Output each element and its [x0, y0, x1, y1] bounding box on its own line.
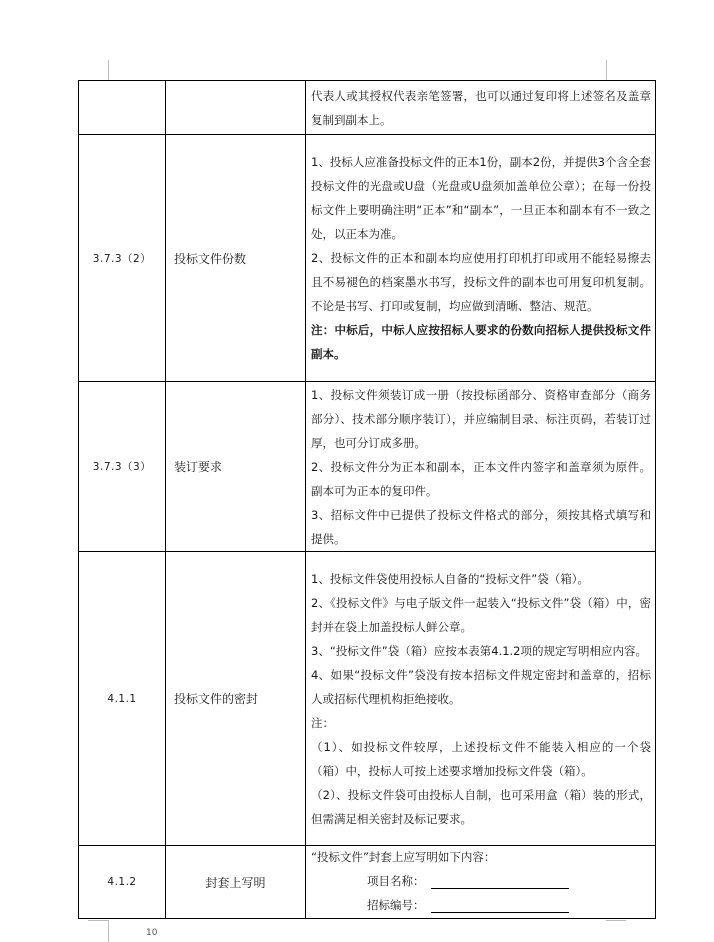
item-name [166, 81, 306, 135]
item-name: 装订要求 [166, 382, 306, 552]
content-paragraph: 2、投标文件分为正本和副本，正本文件内签字和盖章须为原件。副本可为正本的复印件。 [311, 459, 651, 498]
page-number: 10 [146, 928, 158, 938]
clause-number [79, 81, 166, 135]
bid-number-field [367, 893, 651, 917]
project-name-field [367, 869, 651, 893]
item-name: 投标文件的密封 [166, 552, 306, 846]
content-paragraph: 1、投标文件袋使用投标人自备的“投标文件”袋（箱）。 [311, 571, 589, 586]
content-paragraph: 注： [311, 715, 334, 730]
blank-line [431, 896, 569, 913]
bold-note: 注：中标后，中标人应按招标人要求的份数向招标人提供投标文件副本。 [311, 323, 651, 361]
clause-number: 4.1.2 [79, 846, 166, 919]
item-content [306, 135, 656, 382]
item-content [306, 81, 656, 135]
content-paragraph: （2）、投标文件袋可由投标人自制，也可采用盒（箱）装的形式，但需满足相关密封及标记要求。 [311, 787, 651, 826]
table-row [79, 552, 656, 846]
clause-number: 3.7.3（2） [79, 135, 166, 382]
content-paragraph: 代表人或其授权代表亲笔签署，也可以通过复印将上述签名及盖章复制到副本上。 [311, 88, 651, 127]
clause-number: 3.7.3（3） [79, 382, 166, 552]
crop-mark [606, 920, 626, 921]
item-content [306, 846, 656, 919]
content-paragraph: 1、投标文件须装订成一册（按投标函部分、资格审查部分（商务部分）、技术部分顺序装订），并应编制目录、标注页码，若装订过厚，也可分订成多册。 [311, 387, 651, 450]
content-paragraph: （1）、如投标文件较厚，上述投标文件不能装入相应的一个袋（箱）中，投标人可按上述要求增加投标文件袋（箱）。 [311, 739, 651, 778]
crop-mark [88, 920, 108, 921]
content-paragraph: 2、投标文件的正本和副本均应使用打印机打印或用不能轻易擦去且不易褪色的档案墨水书写，投标文件的副本也可用复印机复制。不论是书写、打印或复制，均应做到清晰、整洁、规范。 [311, 251, 651, 313]
item-name: 投标文件份数 [166, 135, 306, 382]
table-row [79, 382, 656, 552]
table-row [79, 135, 656, 382]
content-paragraph: 3、招标文件中已提供了投标文件格式的部分，须按其格式填写和提供。 [311, 507, 651, 546]
item-content [306, 552, 656, 846]
item-name: 封套上写明 [166, 846, 306, 919]
bid-requirements-table [78, 80, 656, 919]
crop-mark [606, 60, 607, 80]
blank-line [431, 872, 569, 889]
content-paragraph: 2、《投标文件》与电子版文件一起装入“投标文件”袋（箱）中，密封并在袋上加盖投标人鲜公章。 [311, 595, 651, 634]
table-row [79, 81, 656, 135]
content-paragraph: 1、投标人应准备投标文件的正本1份，副本2份，并提供3个含全套投标文件的光盘或U盘（光盘或U盘须加盖单位公章）；在每一份投标文件上要明确注明“正本”和“副本”，一旦正本和副本有不一致之处，以正本为准。 [311, 155, 651, 241]
clause-number: 4.1.1 [79, 552, 166, 846]
crop-mark [108, 60, 109, 80]
item-content [306, 382, 656, 552]
cover-heading: “投标文件”封套上应写明如下内容： [311, 850, 496, 864]
field-label: 项目名称： [367, 874, 425, 888]
crop-mark [108, 920, 109, 942]
content-paragraph: 4、如果“投标文件”袋没有按本招标文件规定密封和盖章的，招标人或招标代理机构拒绝接收。 [311, 667, 651, 706]
content-paragraph: 3、“投标文件”袋（箱）应按本表第4.1.2项的规定写明相应内容。 [311, 643, 647, 658]
table-row [79, 846, 656, 919]
field-label: 招标编号： [367, 898, 425, 912]
